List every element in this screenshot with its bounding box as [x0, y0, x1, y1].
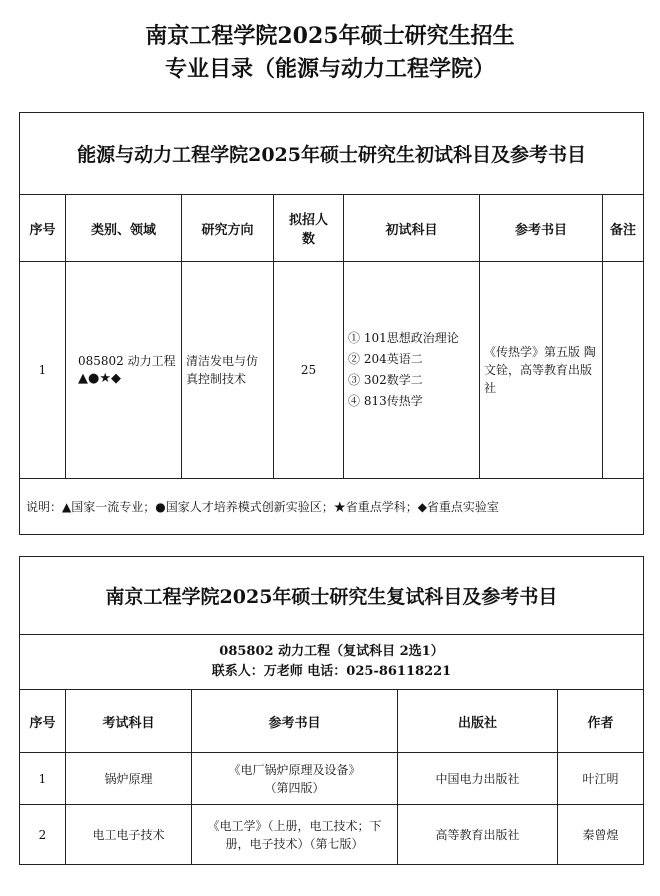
row-index: 1	[20, 262, 66, 479]
table2-subtitle	[20, 635, 644, 690]
t2-header-subject: 考试科目	[66, 690, 192, 753]
cell-subject: 锅炉原理	[66, 753, 192, 805]
cell-book: 《电工学》（上册，电工技术；下册，电子技术）（第七版）	[192, 805, 398, 865]
header-books: 参考书目	[480, 195, 603, 262]
table1-note: 说明：▲国家一流专业；●国家人才培养模式创新实验区；★省重点学科；◆省重点实验室	[20, 479, 644, 535]
row-remark	[603, 262, 644, 479]
field-code: 085802 动力工程	[78, 354, 176, 368]
table2-title: 南京工程学院2025年硕士研究生复试科目及参考书目	[20, 557, 644, 635]
row-subjects	[344, 262, 480, 479]
cell-publisher: 高等教育出版社	[398, 805, 558, 865]
initial-exam-table	[19, 112, 644, 535]
row-direction: 清洁发电与仿真控制技术	[182, 262, 274, 479]
subject-item: ③ 302数学二	[348, 373, 423, 387]
cell-subject: 电工电子技术	[66, 805, 192, 865]
retest-table	[19, 556, 644, 865]
field-marks: ▲●★◆	[78, 371, 121, 386]
retest-program: 085802 动力工程（复试科目 2选1）	[219, 644, 444, 659]
cell-book: 《电厂锅炉原理及设备》（第四版）	[192, 753, 398, 805]
subject-item: ④ 813传热学	[348, 394, 423, 408]
subject-item: ① 101思想政治理论	[348, 331, 459, 345]
title-line-1: 南京工程学院2025年硕士研究生招生	[145, 23, 515, 49]
header-remark: 备注	[603, 195, 644, 262]
document-title	[0, 20, 660, 86]
t2-header-author: 作者	[558, 690, 644, 753]
row-field	[66, 262, 182, 479]
cell-author: 叶江明	[558, 753, 644, 805]
t2-header-publisher: 出版社	[398, 690, 558, 753]
header-direction: 研究方向	[182, 195, 274, 262]
table1-title: 能源与动力工程学院2025年硕士研究生初试科目及参考书目	[20, 113, 644, 195]
table-row	[20, 753, 644, 805]
cell-publisher: 中国电力出版社	[398, 753, 558, 805]
t2-header-index: 序号	[20, 690, 66, 753]
contact-info: 联系人：万老师 电话：025-86118221	[211, 664, 452, 679]
cell-index: 1	[20, 753, 66, 805]
subject-item: ② 204英语二	[348, 352, 423, 366]
header-field: 类别、领域	[66, 195, 182, 262]
cell-author: 秦曾煌	[558, 805, 644, 865]
title-line-2: 专业目录（能源与动力工程学院）	[164, 56, 495, 82]
header-index: 序号	[20, 195, 66, 262]
table-row	[20, 805, 644, 865]
row-books: 《传热学》第五版 陶文铨，高等教育出版社	[480, 262, 603, 479]
cell-index: 2	[20, 805, 66, 865]
header-subjects: 初试科目	[344, 195, 480, 262]
row-enroll: 25	[274, 262, 344, 479]
header-enroll: 拟招人数	[274, 195, 344, 262]
t2-header-book: 参考书目	[192, 690, 398, 753]
